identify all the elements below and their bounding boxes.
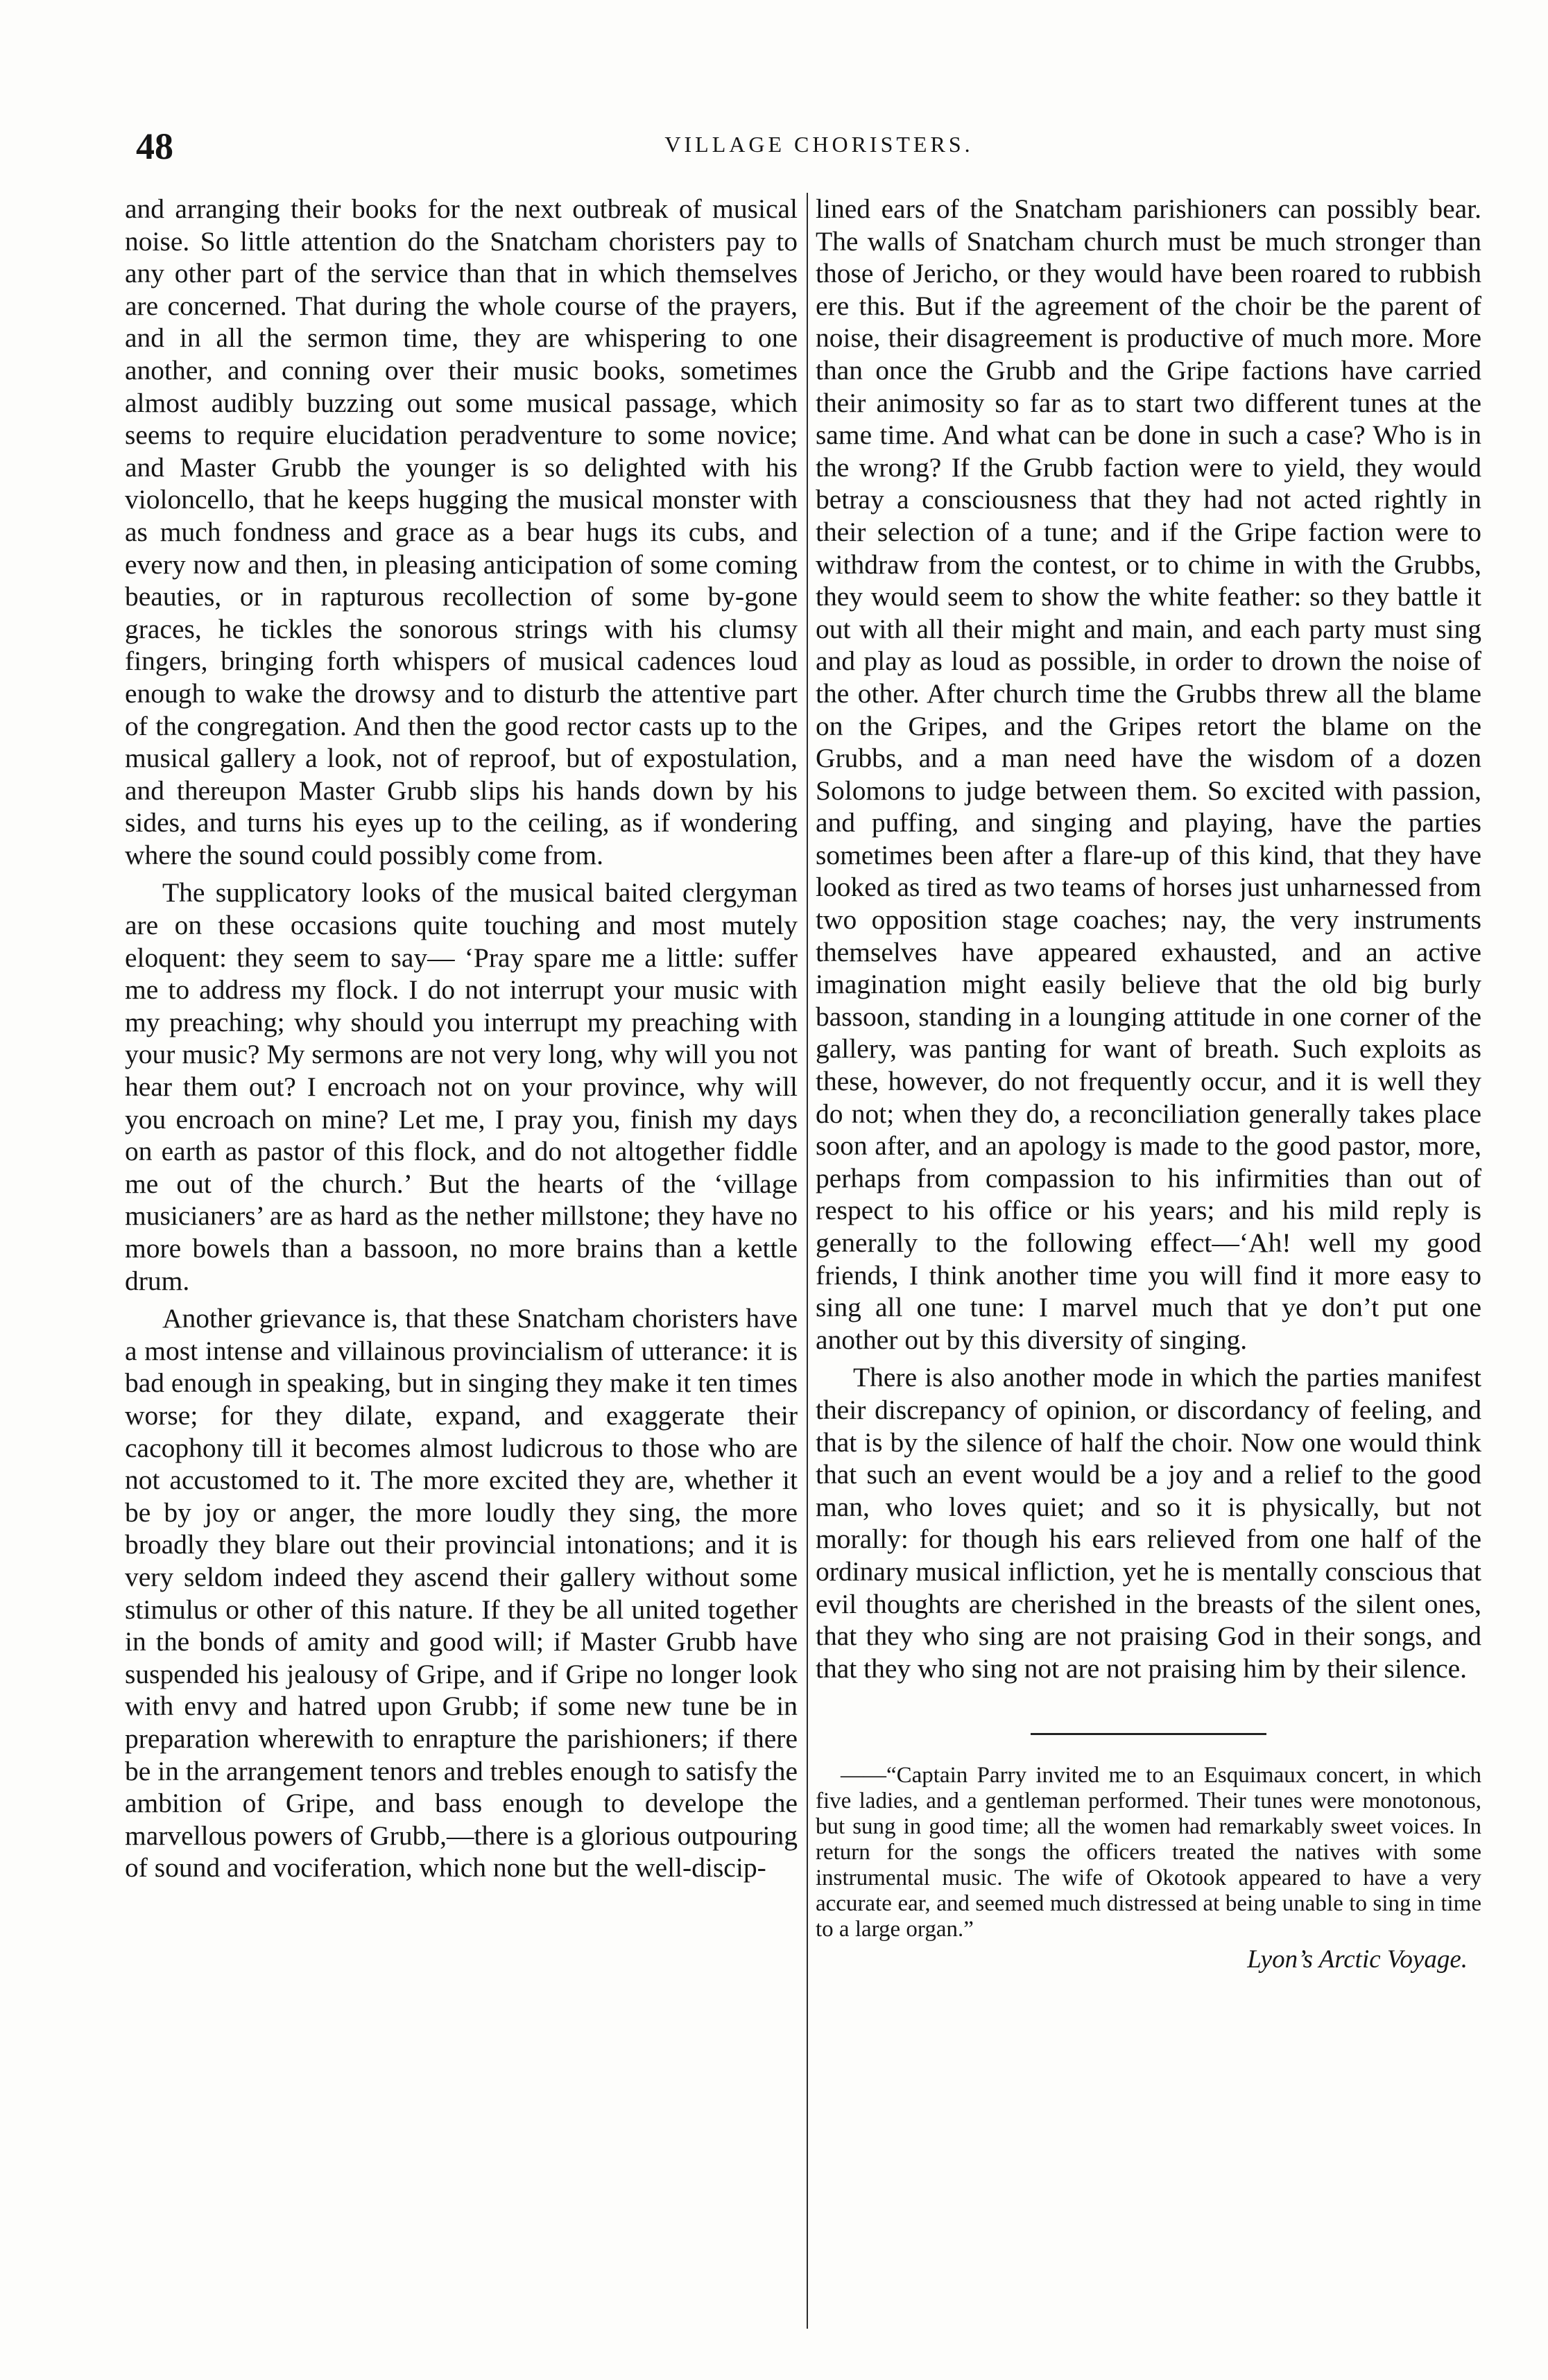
left-paragraph-2: The supplicatory looks of the musical baited clergyman are on these occasions quite touching and most mutely eloquent: they seem to say— ‘Pray spare me a little: suffer me to address my flock. I do not interrupt your music with my preaching; why should you interrupt my preaching with your music? My sermons are not very long, why will you not hear them out? I encroach not on your province, why will you encroach on mine? Let me, I pray you, finish my days on earth as pastor of this flock, and do not altogether fiddle me out of the church.’ But the hearts of the ‘village musicianers’ are as hard as the nether millstone; they have no more bowels than a bassoon, no more brains than a kettle drum. <box>125 877 798 1296</box>
column-divider <box>807 193 808 2329</box>
page-number: 48 <box>136 126 173 167</box>
footnote-text: ——“Captain Parry invited me to an Esquimaux concert, in which five ladies, and a gentleman performed. Their tunes were monotonous, but sung in good time; all the women had remarkably sweet voices. In return for the songs the officers treated the natives with some instrumental music. The wife of Okotook appeared to have a very accurate ear, and seemed much distressed at being unable to sing in time to a large organ.” <box>816 1763 1481 1942</box>
running-title: VILLAGE CHORISTERS. <box>664 132 974 157</box>
footnote-separator <box>1031 1733 1266 1735</box>
footnote <box>816 1763 1481 1974</box>
right-column <box>816 193 1481 1974</box>
right-paragraph-1: lined ears of the Snatcham parishioners can possibly bear. The walls of Snatcham church must be much stronger than those of Jericho, or they would have been roared to rubbish ere this. But if the agreement of the choir be the parent of noise, their disagreement is productive of much more. More than once the Grubb and the Gripe factions have carried their animosity so far as to start two different tunes at the same time. And what can be done in such a case? Who is in the wrong? If the Grubb faction were to yield, they would betray a consciousness that they had not acted rightly in their selection of a tune; and if the Gripe faction were to withdraw from the contest, or to chime in with the Grubbs, they would seem to show the white feather: so they battle it out with all their might and main, and each party must sing and play as loud as possible, in order to drown the noise of the other. After church time the Grubbs threw all the blame on the Gripes, and the Gripes retort the blame on the Grubbs, and a man need have the wisdom of a dozen Solomons to judge between them. So excited with passion, and puffing, and singing and playing, have the parties sometimes been after a flare-up of this kind, that they have looked as tired as two teams of horses just unharnessed from two opposition stage coaches; nay, the very instruments themselves have appeared exhausted, and an active imagination might easily believe that the old big burly bassoon, standing in a lounging attitude in one corner of the gallery, was panting for want of breath. Such exploits as these, however, do not frequently occur, and it is well they do not; when they do, a reconciliation generally takes place soon after, and an apology is made to the good pastor, more, perhaps from compassion to his infirmities than out of respect to his office or his years; and his mild reply is generally to the following effect—‘Ah! well my good friends, I think another time you will find it more easy to sing all one tune: I marvel much that ye don’t put one another out by this diversity of singing. <box>816 193 1481 1355</box>
left-paragraph-1: and arranging their books for the next outbreak of musical noise. So little attention do the Snatcham choristers pay to any other part of the service than that in which themselves are concerned. That during the whole course of the prayers, and in all the sermon time, they are whispering to one another, and conning over their music books, sometimes almost audibly buzzing out some musical passage, which seems to require elucidation peradventure to some novice; and Master Grubb the younger is so delighted with his violoncello, that he keeps hugging the musical monster with as much fondness and grace as a bear hugs its cubs, and every now and then, in pleasing anticipation of some coming beauties, or in rapturous recollection of some by-gone graces, he tickles the sonorous strings with his clumsy fingers, bringing forth whispers of musical cadences loud enough to wake the drowsy and to disturb the attentive part of the congregation. And then the good rector casts up to the musical gallery a look, not of reproof, but of expostulation, and thereupon Master Grubb slips his hands down by his sides, and turns his eyes up to the ceiling, as if wondering where the sound could possibly come from. <box>125 193 798 870</box>
right-paragraph-2: There is also another mode in which the parties manifest their discrepancy of opinion, or discordancy of feeling, and that is by the silence of half the choir. Now one would think that such an event would be a joy and a relief to the good man, who loves quiet; and so it is physically, but not morally: for though his ears relieved from one half of the ordinary musical infliction, yet he is mentally conscious that evil thoughts are cherished in the breasts of the silent ones, that they who sing are not praising God in their songs, and that they who sing not are not praising him by their silence. <box>816 1362 1481 1684</box>
footnote-attribution: Lyon’s Arctic Voyage. <box>1247 1945 1468 1974</box>
left-paragraph-3: Another grievance is, that these Snatcham choristers have a most intense and villainous provincialism of utterance: it is bad enough in speaking, but in singing they make it ten times worse; for they dilate, expand, and exaggerate their cacophony till it becomes almost ludicrous to those who are not accustomed to it. The more excited they are, whether it be by joy or anger, the more loudly they sing, the more broadly they blare out their provincial intonations; and it is very seldom indeed they ascend their gallery without some stimulus or other of this nature. If they be all united together in the bonds of amity and good will; if Master Grubb have suspended his jealousy of Gripe, and if Gripe no longer look with envy and hatred upon Grubb; if some new tune be in preparation wherewith to enrapture the parishioners; if there be in the arrangement tenors and trebles enough to satisfy the ambition of Gripe, and bass enough to develope the marvellous powers of Grubb,—there is a glorious outpouring of sound and vociferation, which none but the well-discip- <box>125 1303 798 1883</box>
left-column <box>125 193 798 1890</box>
